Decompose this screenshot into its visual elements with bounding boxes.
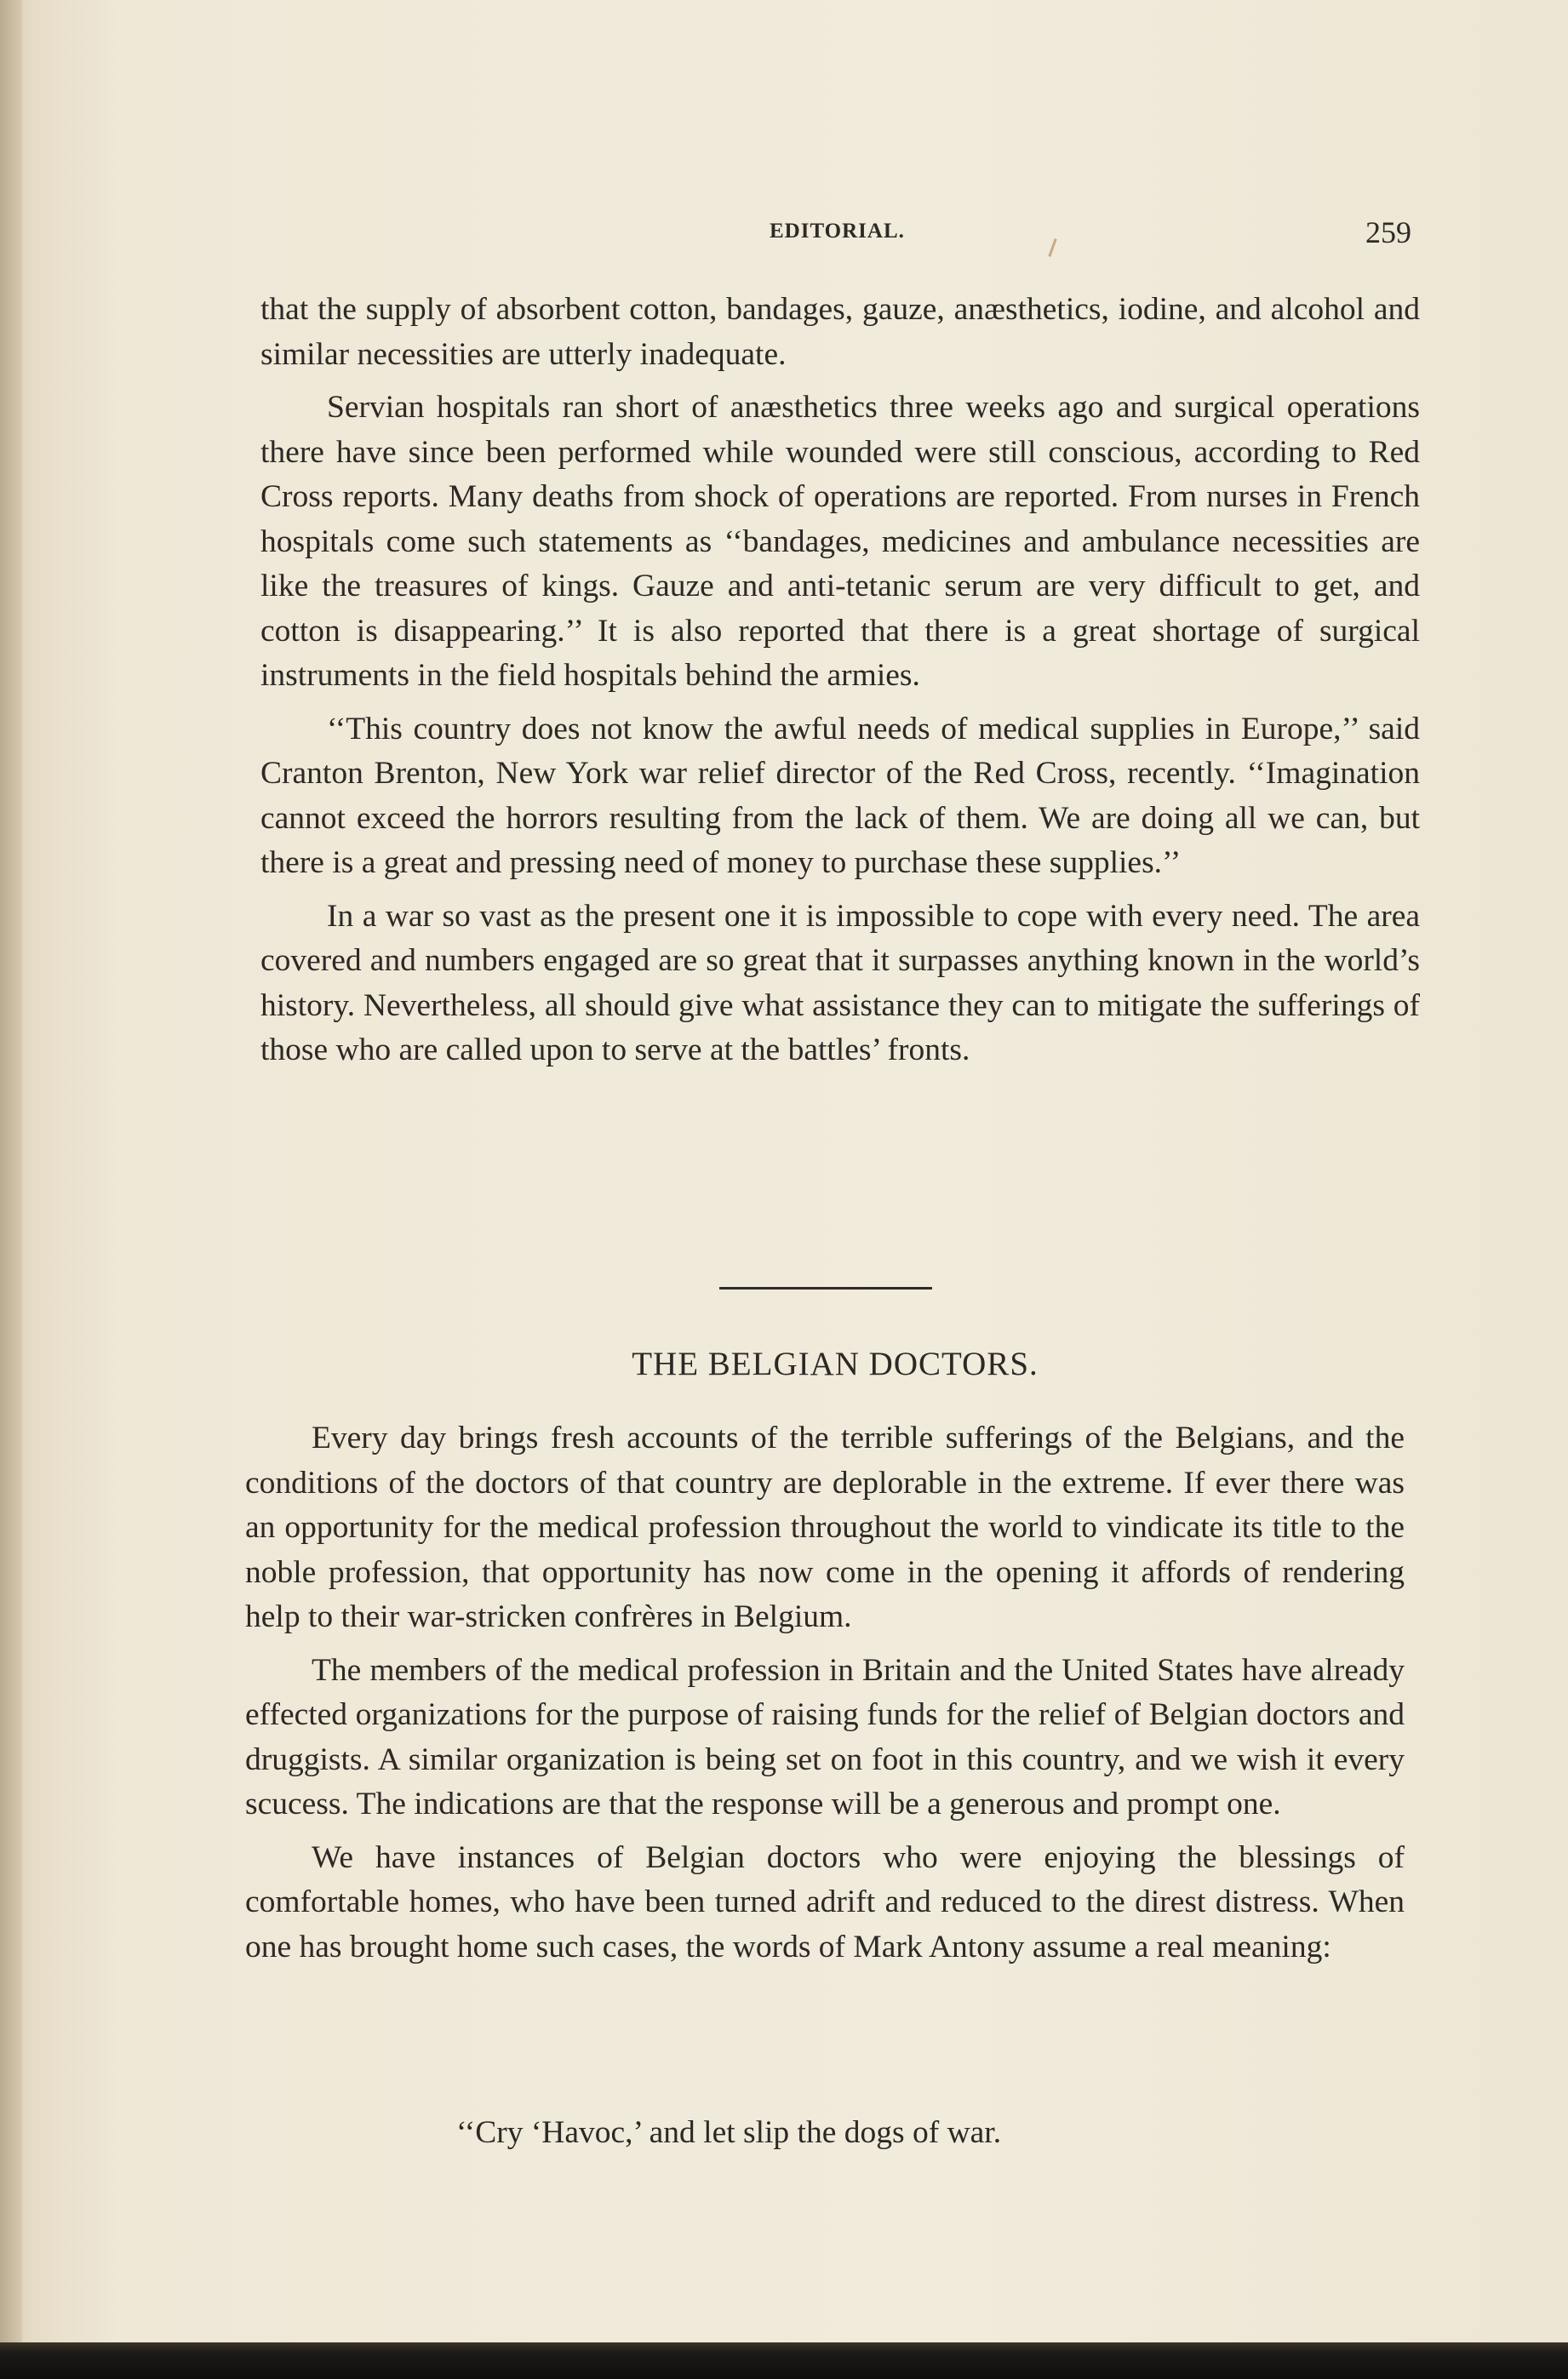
page-number: 259 — [1365, 215, 1411, 249]
paragraph-vast-war: In a war so vast as the present one it is impossible to cope with every need. The area covered and numbers engaged are so great that it surpasses anything known in the world’s history. Nevertheless, all should give what assistance they can to mitigate the sufferings of those who are called upon to serve at the battles’ fronts. — [260, 898, 1420, 1067]
section-heading: THE BELGIAN DOCTORS. — [632, 1346, 1039, 1382]
page-bottom-edge — [0, 2342, 1568, 2379]
section-1-body — [260, 288, 1420, 1073]
binding-shadow — [0, 0, 22, 2379]
paragraph-belgian-suffering: Every day brings fresh accounts of the terrible sufferings of the Belgians, and the conditions of the doctors of that country are deplorable in the extreme. If ever there was an opportunity for the medical profession throughout the world to vindicate its title to the noble profession, that opportunity has now come in the opening it affords of rendering help to their war-stricken confrères in Belgium. — [245, 1421, 1405, 1634]
section-2-body — [245, 1416, 1405, 1970]
section-divider-rule — [719, 1287, 932, 1290]
paragraph-servian-hospitals: Servian hospitals ran short of anæsthetics three weeks ago and surgical operations there have since been performed while wounded were still conscious, according to Red Cross reports. Many deaths from shock of operations are reported. From nurses in French hospitals come such statements as ‘‘bandages, medicines and ambulance necessities are like the treasures of kings. Gauze and anti-tetanic serum are very difficult to get, and cotton is disappearing.’’ It is also reported that there is a great shortage of surgical instruments in the field hospitals behind the armies. — [260, 390, 1420, 693]
paragraph-relief-organizations: The members of the medical profession in Britain and the United States have already effected organizations for the purpose of raising funds for the relief of Belgian doctors and druggists. A similar organization is being set on foot in this country, and we wish it every scucess. The indications are that the response will be a generous and prompt one. — [245, 1652, 1405, 1821]
paragraph-brenton-quote: ‘‘This country does not know the awful needs of medical supplies in Europe,’’ said Cranton Brenton, New York war relief director of the Red Cross, recently. ‘‘Imagination cannot exceed the horrors resulting from the lack of them. We are doing all we can, but there is a great and pressing need of money to purchase these supplies.’’ — [260, 711, 1420, 880]
paper-speck — [1048, 238, 1056, 257]
running-head: EDITORIAL. — [770, 220, 905, 243]
verse-quote: ‘‘Cry ‘Havoc,’ and let slip the dogs of war. — [456, 2115, 1002, 2150]
paragraph-belgian-instances: We have instances of Belgian doctors who were enjoying the blessings of comfortable homes, who have been turned adrift and reduced to the direst distress. When one has brought home such cases, the words of Mark Antony assume a real meaning: — [245, 1839, 1405, 1964]
paragraph-continuation: that the supply of absorbent cotton, bandages, gauze, anæsthetics, iodine, and alcohol and similar necessities are utterly inadequate. — [260, 292, 1420, 372]
